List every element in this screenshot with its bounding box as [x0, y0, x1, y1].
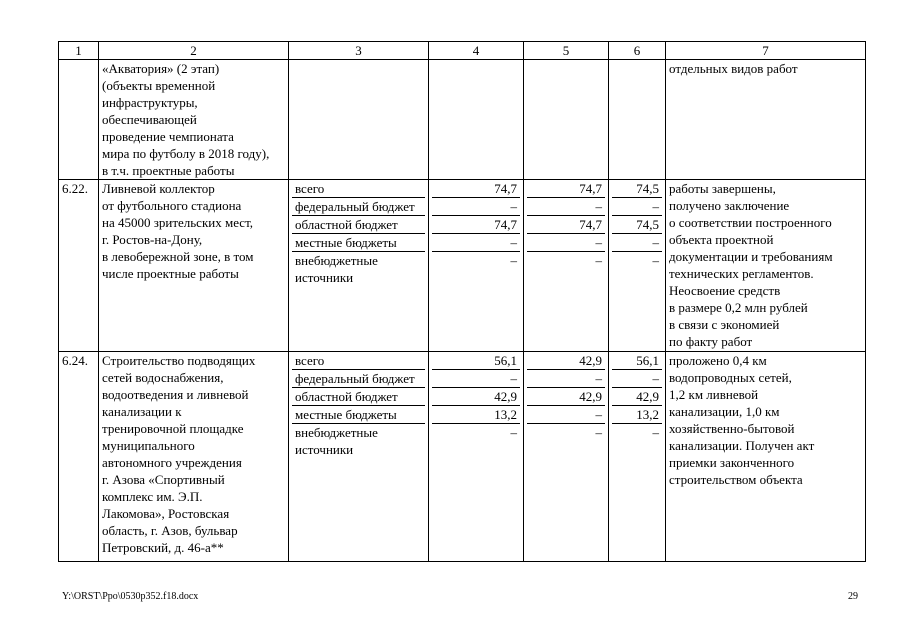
fund-label: федеральный бюджет [292, 198, 425, 216]
note-cell: отдельных видов работ [666, 60, 866, 180]
value-cell: 42,9 [612, 388, 662, 406]
value-cell: 74,5 [612, 216, 662, 234]
header-cell: 2 [99, 42, 289, 60]
value-cell: – [527, 198, 605, 216]
value-cell: – [652, 425, 659, 440]
value-cell [429, 60, 524, 180]
row-number [59, 60, 99, 180]
value-cell: – [432, 234, 520, 252]
value-cell: 74,7 [527, 180, 605, 198]
value-cell: 42,9 [527, 388, 605, 406]
table-row-6-24 [59, 352, 866, 562]
note-cell: работы завершены, получено заключение о соответствии построенного объекта проектной документации и требованиям технических регламентов. Неосвоение средств в размере 0,2 млн рублей в связи с экономией по факту работ [666, 180, 866, 352]
value-column-4 [429, 352, 524, 562]
fund-label: областной бюджет [292, 216, 425, 234]
value-column-6 [609, 180, 666, 352]
table-row-6-22 [59, 180, 866, 352]
value-cell: – [527, 370, 605, 388]
value-cell [609, 60, 666, 180]
fund-label: местные бюджеты [292, 406, 425, 424]
value-cell: – [595, 253, 602, 268]
fund-label: федеральный бюджет [292, 370, 425, 388]
funding-source-column [289, 352, 429, 562]
value-cell: – [432, 370, 520, 388]
header-cell: 3 [289, 42, 429, 60]
header-cell: 4 [429, 42, 524, 60]
report-table [58, 41, 866, 562]
fund-label: внебюджетные источники [295, 425, 378, 457]
value-column-6 [609, 352, 666, 562]
value-cell: – [612, 370, 662, 388]
object-name: Строительство подводящих сетей водоснабжения, водоотведения и ливневой канализации к тренировочной площадке муниципального автономного учреждения г. Азова «Спортивный комплекс им. Э.П. Лакомова», Ростовская область, г. Азов, бульвар Петровский, д. 46-а** [99, 352, 289, 562]
row-number: 6.24. [59, 352, 99, 562]
header-cell: 1 [59, 42, 99, 60]
header-cell: 7 [666, 42, 866, 60]
value-cell: – [510, 253, 517, 268]
fund-label: областной бюджет [292, 388, 425, 406]
value-cell: 42,9 [527, 352, 605, 370]
value-cell: – [612, 198, 662, 216]
value-column-5 [524, 352, 609, 562]
value-cell: 13,2 [612, 406, 662, 424]
value-cell: 13,2 [432, 406, 520, 424]
value-cell: 56,1 [432, 352, 520, 370]
fund-label: внебюджетные источники [295, 253, 378, 285]
value-cell [524, 60, 609, 180]
header-row [59, 42, 866, 60]
value-column-4 [429, 180, 524, 352]
value-cell: 74,5 [612, 180, 662, 198]
object-name: Ливневой коллектор от футбольного стадиона на 45000 зрительских мест, г. Ростов-на-Дону, в левобережной зоне, в том числе проектные работы [99, 180, 289, 352]
value-cell: 74,7 [432, 180, 520, 198]
value-cell: – [432, 198, 520, 216]
value-cell: 42,9 [432, 388, 520, 406]
value-cell: 74,7 [432, 216, 520, 234]
row-number: 6.22. [59, 180, 99, 352]
page-number: 29 [848, 591, 858, 602]
file-path: Y:\ORST\Ppo\0530p352.f18.docx [62, 591, 199, 602]
continuation-row [59, 60, 866, 180]
note-cell: проложено 0,4 км водопроводных сетей, 1,2 км ливневой канализации, 1,0 км хозяйственно-бытовой канализации. Получен акт приемки законченного строительством объекта [666, 352, 866, 562]
funding-source [289, 60, 429, 180]
header-cell: 5 [524, 42, 609, 60]
value-cell: 74,7 [527, 216, 605, 234]
value-cell: – [510, 425, 517, 440]
fund-label: всего [292, 352, 425, 370]
value-cell: – [527, 234, 605, 252]
value-column-5 [524, 180, 609, 352]
value-cell: – [527, 406, 605, 424]
value-cell: – [595, 425, 602, 440]
value-cell: 56,1 [612, 352, 662, 370]
value-cell: – [612, 234, 662, 252]
value-cell: – [652, 253, 659, 268]
fund-label: местные бюджеты [292, 234, 425, 252]
funding-source-column [289, 180, 429, 352]
fund-label: всего [292, 180, 425, 198]
header-cell: 6 [609, 42, 666, 60]
object-name: «Акватория» (2 этап) (объекты временной инфраструктуры, обеспечивающей проведение чемпионата мира по футболу в 2018 году), в т.ч. проектные работы [99, 60, 289, 180]
